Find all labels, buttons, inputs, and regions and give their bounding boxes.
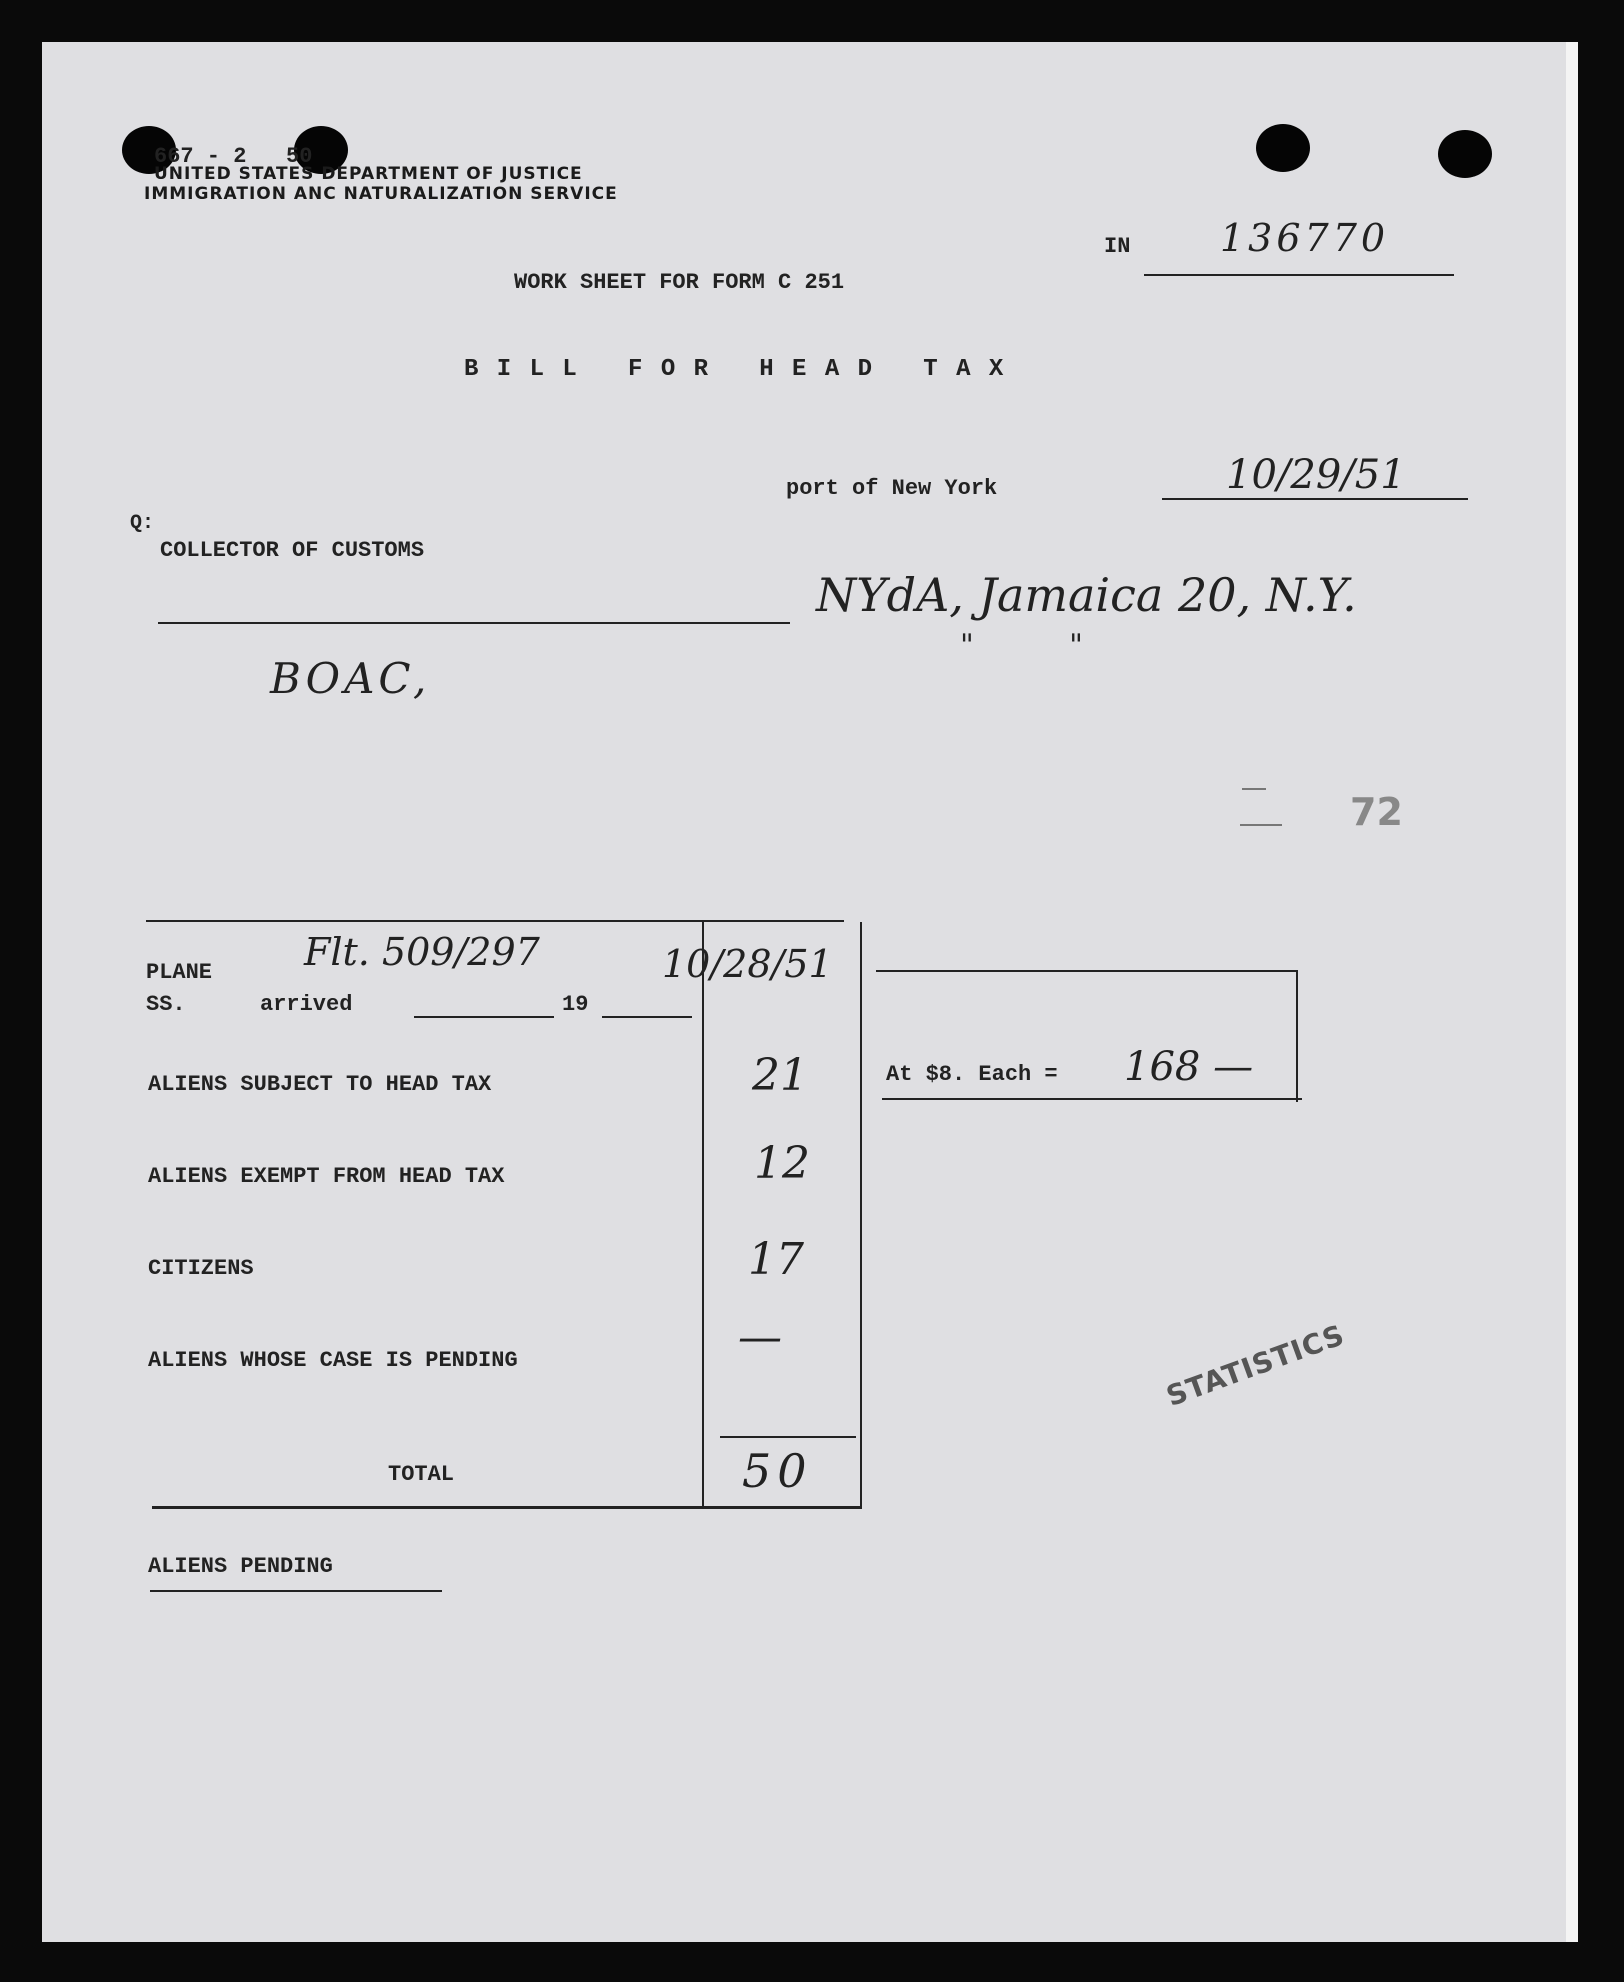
airport-ditto: " " (960, 628, 1083, 663)
plane-label: PLANE (146, 960, 213, 985)
form-title: WORK SHEET FOR FORM C 251 (514, 270, 845, 295)
row-pending-label: ALIENS WHOSE CASE IS PENDING (148, 1348, 518, 1373)
carrier-handwritten: BOAC, (270, 654, 431, 703)
statistics-stamp: STATISTICS (1162, 1318, 1350, 1414)
flight-handwritten: Flt. 509/297 (304, 930, 540, 974)
table-bottom-line (152, 1506, 862, 1509)
year-line (602, 1016, 692, 1018)
rate-box-right (1296, 970, 1298, 1102)
document-sheet (42, 42, 1578, 1942)
port-date: 10/29/51 (1226, 452, 1406, 498)
rate-box-top (876, 970, 1296, 972)
table-divider-right (860, 922, 862, 1506)
punch-hole-right-1 (1256, 124, 1310, 172)
agency-line-1: UNITED STATES DEPARTMENT OF JUSTICE (154, 164, 583, 184)
punch-hole-right-2 (1438, 130, 1492, 178)
arrived-date-line (414, 1016, 554, 1018)
total-value: 50 (742, 1444, 813, 1498)
to-label: Q: (130, 512, 155, 535)
collector-line (158, 622, 790, 624)
row-citizens-value: 17 (748, 1234, 804, 1285)
agency-line-2: IMMIGRATION ANC NATURALIZATION SERVICE (144, 184, 618, 204)
pending-label: ALIENS PENDING (148, 1554, 333, 1579)
row-exempt-label: ALIENS EXEMPT FROM HEAD TAX (148, 1164, 505, 1189)
row-pending-value: — (738, 1312, 782, 1363)
margin-number: 72 (1350, 790, 1403, 834)
in-label: IN (1104, 234, 1131, 259)
in-number-line (1144, 274, 1454, 276)
file-number: 667 - 2 50 (154, 144, 313, 169)
airport-handwritten: NYdA, Jamaica 20, N.Y. (816, 568, 1357, 622)
rate-box-bottom (882, 1098, 1302, 1100)
total-line (720, 1436, 856, 1438)
year-prefix: 19 (562, 992, 589, 1017)
row-subject-value: 21 (752, 1050, 808, 1101)
table-divider-left (702, 922, 704, 1506)
row-exempt-value: 12 (754, 1138, 810, 1189)
collector-label: COLLECTOR OF CUSTOMS (160, 538, 425, 563)
port-date-line (1162, 498, 1468, 500)
rate-amount: 168 — (1124, 1044, 1254, 1090)
row-citizens-label: CITIZENS (148, 1256, 254, 1281)
port-label: port of New York (786, 476, 998, 501)
bill-title: B I L L F O R H E A D T A X (464, 356, 1006, 383)
in-number: 136770 (1220, 216, 1390, 260)
arrived-label: arrived (260, 992, 353, 1017)
total-label: TOTAL (388, 1462, 455, 1487)
arrival-date-handwritten: 10/28/51 (662, 942, 833, 986)
margin-dash-1 (1242, 788, 1266, 790)
table-top-line (146, 920, 844, 922)
row-subject-label: ALIENS SUBJECT TO HEAD TAX (148, 1072, 492, 1097)
pending-line (150, 1590, 442, 1592)
rate-label: At $8. Each = (886, 1062, 1058, 1087)
margin-dash-2 (1240, 824, 1282, 826)
ss-label: SS. (146, 992, 186, 1017)
